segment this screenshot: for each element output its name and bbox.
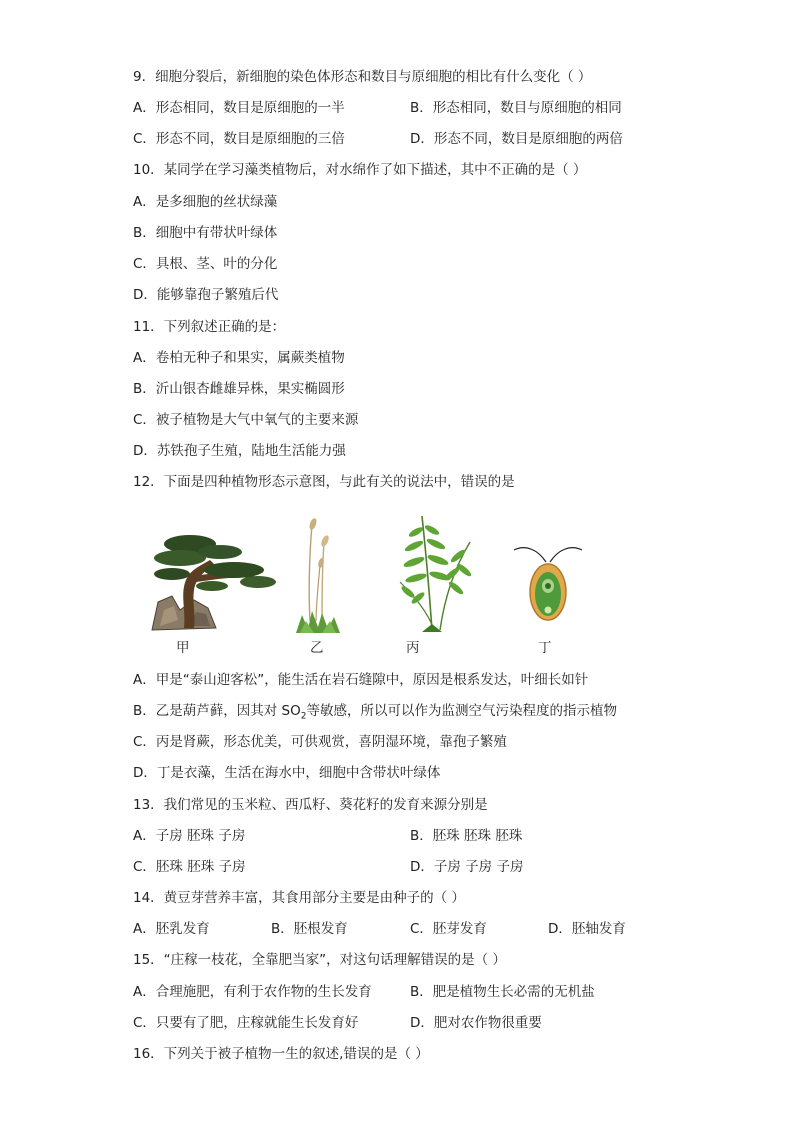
figure-label-ding: 丁 [538, 640, 552, 656]
question-12-stem: 12．下面是四种植物形态示意图，与此有关的说法中，错误的是 [133, 474, 515, 490]
pine-tree-figure [150, 530, 278, 632]
figure-label-jia: 甲 [176, 640, 190, 656]
question-13-option-b: B．胚珠 胚珠 胚珠 [410, 828, 523, 844]
question-12-option-a: A．甲是“泰山迎客松”，能生活在岩石缝隙中，原因是根系发达，叶细长如针 [133, 672, 589, 688]
question-10-option-a: A．是多细胞的丝状绿藻 [133, 194, 278, 210]
question-13-stem: 13．我们常见的玉米粒、西瓜籽、葵花籽的发育来源分别是 [133, 797, 488, 813]
question-11-option-a: A．卷柏无种子和果实，属蕨类植物 [133, 350, 345, 366]
question-12-option-d: D．丁是衣藻，生活在海水中，细胞中含带状叶绿体 [133, 765, 441, 781]
question-14-option-b: B．胚根发育 [271, 921, 348, 937]
question-14-stem: 14．黄豆芽营养丰富，其食用部分主要是由种子的（ ） [133, 890, 465, 906]
question-12-option-b: B．乙是葫芦藓，因其对 $SO_2$等敏感，所以可以作为监测空气污染程度的指示植物 [133, 703, 617, 722]
question-11-stem: 11．下列叙述正确的是： [133, 319, 286, 335]
question-14-option-c: C．胚芽发育 [410, 921, 487, 937]
question-10-option-c: C．具根、茎、叶的分化 [133, 256, 278, 272]
question-13-option-c: C．胚珠 胚珠 子房 [133, 859, 246, 875]
figure-label-yi: 乙 [310, 640, 324, 656]
question-15-stem: 15．“庄稼一枝花，全靠肥当家”，对这句话理解错误的是（ ） [133, 952, 506, 968]
question-9-option-d: D．形态不同，数目是原细胞的两倍 [410, 131, 623, 147]
question-10-option-d: D．能够靠孢子繁殖后代 [133, 287, 279, 303]
question-13-option-a: A．子房 胚珠 子房 [133, 828, 246, 844]
question-9-stem: 9．细胞分裂后，新细胞的染色体形态和数目与原细胞的相比有什么变化（ ） [133, 69, 592, 85]
question-9-option-b: B．形态相同，数目与原细胞的相同 [410, 100, 622, 116]
question-12-option-c: C．丙是肾蕨，形态优美，可供观赏，喜阴湿环境，靠孢子繁殖 [133, 734, 507, 750]
question-9-option-a: A．形态相同，数目是原细胞的一半 [133, 100, 345, 116]
question-15-option-b: B．肥是植物生长必需的无机盐 [410, 984, 595, 1000]
question-15-option-c: C．只要有了肥，庄稼就能生长发育好 [133, 1015, 359, 1031]
question-13-option-d: D．子房 子房 子房 [410, 859, 524, 875]
question-11-option-d: D．苏铁孢子生殖，陆地生活能力强 [133, 443, 346, 459]
question-10-option-b: B．细胞中有带状叶绿体 [133, 225, 278, 241]
question-11-option-b: B．沂山银杏雌雄异株，果实椭圆形 [133, 381, 345, 397]
question-11-option-c: C．被子植物是大气中氧气的主要来源 [133, 412, 359, 428]
question-14-option-a: A．胚乳发育 [133, 921, 210, 937]
question-14-option-d: D．胚轴发育 [548, 921, 626, 937]
question-9-option-c: C．形态不同，数目是原细胞的三倍 [133, 131, 345, 147]
figure-label-bing: 丙 [406, 640, 420, 656]
moss-figure [288, 517, 350, 635]
question-15-option-a: A．合理施肥，有利于农作物的生长发育 [133, 984, 372, 1000]
question-10-stem: 10．某同学在学习藻类植物后，对水绵作了如下描述，其中不正确的是（ ） [133, 162, 587, 178]
fern-figure [392, 512, 478, 636]
question-15-option-d: D．肥对农作物很重要 [410, 1015, 542, 1031]
chlamydomonas-figure [508, 540, 588, 624]
question-16-stem: 16．下列关于被子植物一生的叙述,错误的是（ ） [133, 1046, 429, 1062]
